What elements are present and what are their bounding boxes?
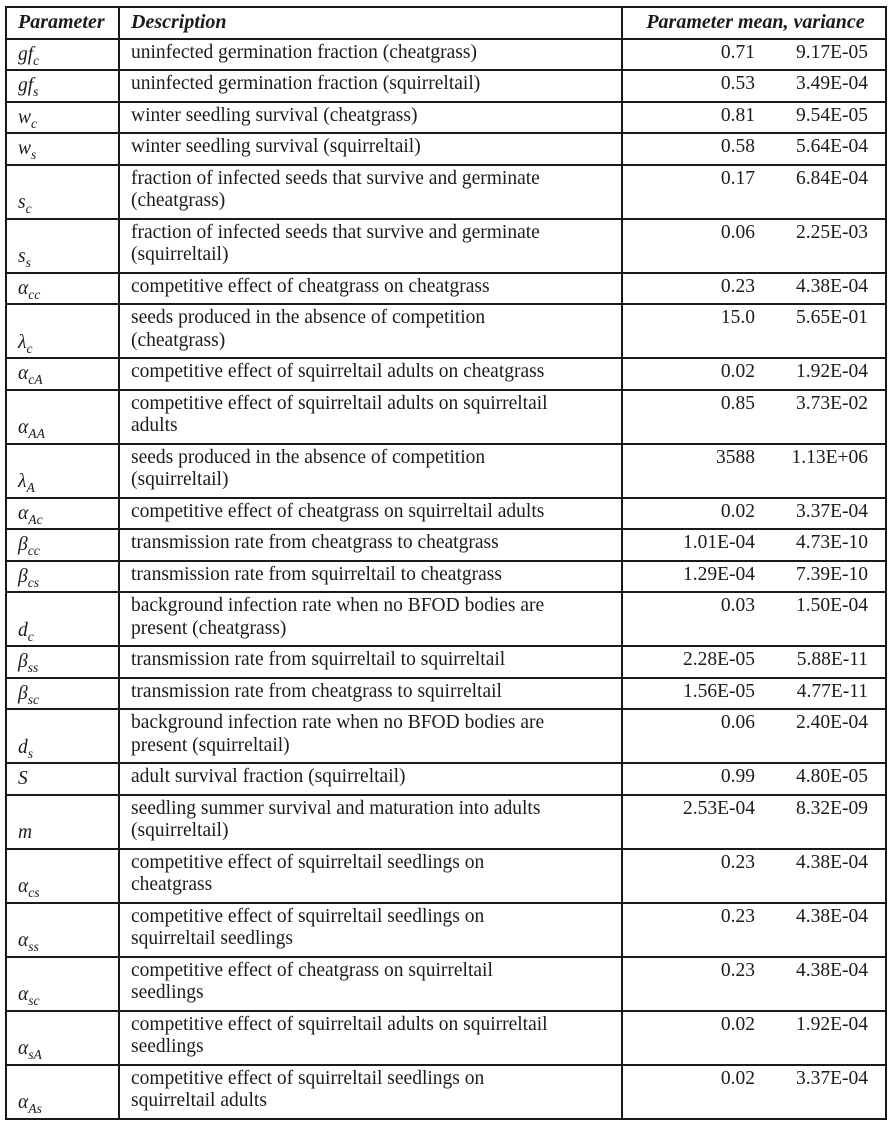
parameter-base: λ (18, 331, 27, 353)
parameter-symbol (6, 444, 119, 498)
parameter-variance: 2.25E-03 (768, 219, 886, 273)
parameter-description: uninfected germination fraction (cheatgrass) (119, 39, 622, 71)
parameter-mean: 0.53 (622, 70, 768, 102)
parameter-base: α (18, 363, 29, 384)
table-row (6, 529, 886, 561)
header-parameter: Parameter (6, 7, 119, 39)
parameter-symbol (6, 678, 119, 710)
parameter-variance: 4.80E-05 (768, 763, 886, 795)
parameter-variance: 1.50E-04 (768, 592, 886, 646)
parameter-base: s (18, 246, 26, 267)
parameter-subscript: c (27, 628, 34, 644)
table-row (6, 70, 886, 102)
parameter-base: α (18, 984, 29, 1005)
parameter-symbol (6, 849, 119, 903)
parameter-base: d (18, 736, 28, 758)
parameter-symbol (6, 903, 119, 957)
table-row (6, 219, 886, 273)
parameter-subscript: sc (28, 992, 40, 1008)
parameter-base: β (18, 651, 28, 672)
parameter-base: S (18, 768, 28, 789)
parameter-mean: 2.53E-04 (622, 795, 768, 849)
table-row (6, 358, 886, 390)
parameter-description: competitive effect of squirreltail adults on squirreltail seedlings (119, 1011, 622, 1065)
parameter-description: fraction of infected seeds that survive and germinate (cheatgrass) (119, 165, 622, 219)
parameter-symbol (6, 795, 119, 849)
parameter-symbol (6, 1011, 119, 1065)
table-row (6, 849, 886, 903)
parameter-symbol (6, 358, 119, 390)
parameter-variance: 4.77E-11 (768, 678, 886, 710)
table-row (6, 795, 886, 849)
parameter-description: competitive effect of squirreltail adults on squirreltail adults (119, 390, 622, 444)
parameter-mean: 0.99 (622, 763, 768, 795)
parameter-mean: 0.06 (622, 709, 768, 763)
parameter-variance: 5.65E-01 (768, 304, 886, 358)
parameter-variance: 6.84E-04 (768, 165, 886, 219)
parameter-symbol (6, 763, 119, 795)
parameter-mean: 0.71 (622, 39, 768, 71)
parameter-mean: 0.06 (622, 219, 768, 273)
parameter-variance: 4.38E-04 (768, 903, 886, 957)
table-row (6, 763, 886, 795)
parameter-base: β (18, 682, 28, 704)
parameter-variance: 1.13E+06 (768, 444, 886, 498)
parameter-description: transmission rate from squirreltail to squirreltail (119, 646, 622, 678)
parameter-base: w (18, 106, 32, 128)
parameter-table (5, 6, 887, 1120)
parameter-description: competitive effect of squirreltail adults on cheatgrass (119, 358, 622, 390)
table-body (6, 39, 886, 1119)
table-row (6, 39, 886, 71)
parameter-symbol (6, 709, 119, 763)
parameter-subscript: c (33, 52, 40, 68)
table-row (6, 592, 886, 646)
parameter-symbol (6, 304, 119, 358)
parameter-mean: 0.85 (622, 390, 768, 444)
parameter-variance: 9.17E-05 (768, 39, 886, 71)
parameter-symbol (6, 273, 119, 305)
parameter-symbol (6, 957, 119, 1011)
parameter-base: α (18, 1092, 29, 1113)
parameter-base: α (18, 277, 29, 299)
parameter-base: s (18, 192, 26, 213)
parameter-description: transmission rate from cheatgrass to cheatgrass (119, 529, 622, 561)
parameter-variance: 5.64E-04 (768, 133, 886, 165)
parameter-mean: 0.17 (622, 165, 768, 219)
parameter-description: competitive effect of cheatgrass on squirreltail seedlings (119, 957, 622, 1011)
parameter-subscript: cc (27, 542, 40, 558)
parameter-variance: 3.73E-02 (768, 390, 886, 444)
parameter-description: competitive effect of squirreltail seedlings on cheatgrass (119, 849, 622, 903)
header-mean-variance: Parameter mean, variance (622, 7, 886, 39)
parameter-base: w (18, 138, 32, 159)
table-row (6, 1011, 886, 1065)
table-row (6, 165, 886, 219)
parameter-variance: 3.37E-04 (768, 498, 886, 530)
parameter-mean: 0.03 (622, 592, 768, 646)
table-row (6, 1065, 886, 1119)
parameter-variance: 7.39E-10 (768, 561, 886, 593)
parameter-base: α (18, 1038, 29, 1059)
parameter-variance: 4.73E-10 (768, 529, 886, 561)
parameter-mean: 0.23 (622, 903, 768, 957)
parameter-mean: 0.02 (622, 1011, 768, 1065)
parameter-variance: 2.40E-04 (768, 709, 886, 763)
table-row (6, 390, 886, 444)
parameter-mean: 2.28E-05 (622, 646, 768, 678)
parameter-subscript: Ac (28, 511, 43, 527)
parameter-variance: 3.37E-04 (768, 1065, 886, 1119)
parameter-subscript: sA (28, 1046, 42, 1062)
parameter-mean: 15.0 (622, 304, 768, 358)
parameter-mean: 0.02 (622, 498, 768, 530)
parameter-symbol (6, 70, 119, 102)
table-row (6, 957, 886, 1011)
parameter-symbol (6, 219, 119, 273)
parameter-variance: 8.32E-09 (768, 795, 886, 849)
parameter-subscript: cs (27, 574, 40, 590)
parameter-subscript: ss (27, 659, 39, 675)
parameter-description: seedling summer survival and maturation into adults (squirreltail) (119, 795, 622, 849)
parameter-description: competitive effect of cheatgrass on cheatgrass (119, 273, 622, 305)
table-row (6, 273, 886, 305)
parameter-mean: 0.58 (622, 133, 768, 165)
table-row (6, 304, 886, 358)
parameter-description: transmission rate from cheatgrass to squirreltail (119, 678, 622, 710)
header-description: Description (119, 7, 622, 39)
parameter-subscript: s (25, 254, 31, 270)
parameter-base: α (18, 417, 29, 438)
parameter-subscript: c (25, 200, 32, 216)
parameter-mean: 0.23 (622, 849, 768, 903)
parameter-base: d (18, 619, 28, 641)
parameter-variance: 9.54E-05 (768, 102, 886, 134)
parameter-description: uninfected germination fraction (squirreltail) (119, 70, 622, 102)
parameter-variance: 4.38E-04 (768, 849, 886, 903)
parameter-symbol (6, 1065, 119, 1119)
table-row (6, 903, 886, 957)
parameter-variance: 1.92E-04 (768, 358, 886, 390)
parameter-base: gf (18, 75, 34, 96)
parameter-subscript: As (28, 1100, 42, 1116)
parameter-variance: 5.88E-11 (768, 646, 886, 678)
parameter-description: adult survival fraction (squirreltail) (119, 763, 622, 795)
parameter-subscript: cs (28, 884, 40, 900)
header-row (6, 7, 886, 39)
parameter-variance: 4.38E-04 (768, 273, 886, 305)
parameter-subscript: cA (28, 371, 43, 387)
parameter-base: β (18, 565, 28, 587)
parameter-subscript: sc (27, 691, 40, 707)
parameter-description: background infection rate when no BFOD bodies are present (squirreltail) (119, 709, 622, 763)
table-row (6, 498, 886, 530)
parameter-description: seeds produced in the absence of competition (cheatgrass) (119, 304, 622, 358)
table-row (6, 561, 886, 593)
parameter-subscript: cc (28, 286, 41, 302)
parameter-base: β (18, 534, 28, 555)
parameter-mean: 1.56E-05 (622, 678, 768, 710)
parameter-symbol (6, 646, 119, 678)
parameter-subscript: c (26, 340, 33, 356)
table-row (6, 102, 886, 134)
parameter-symbol (6, 498, 119, 530)
table-row (6, 444, 886, 498)
table-row (6, 678, 886, 710)
parameter-symbol (6, 390, 119, 444)
parameter-subscript: s (31, 146, 37, 162)
table-row (6, 133, 886, 165)
parameter-mean: 3588 (622, 444, 768, 498)
parameter-subscript: c (31, 115, 38, 131)
parameter-base: λ (18, 471, 27, 492)
parameter-base: gf (18, 43, 34, 65)
parameter-mean: 0.23 (622, 273, 768, 305)
parameter-mean: 0.81 (622, 102, 768, 134)
parameter-variance: 1.92E-04 (768, 1011, 886, 1065)
parameter-symbol (6, 102, 119, 134)
parameter-symbol (6, 39, 119, 71)
parameter-symbol (6, 133, 119, 165)
parameter-description: competitive effect of cheatgrass on squirreltail adults (119, 498, 622, 530)
parameter-symbol (6, 592, 119, 646)
parameter-description: winter seedling survival (squirreltail) (119, 133, 622, 165)
parameter-variance: 3.49E-04 (768, 70, 886, 102)
parameter-description: competitive effect of squirreltail seedlings on squirreltail seedlings (119, 903, 622, 957)
parameter-mean: 0.23 (622, 957, 768, 1011)
parameter-subscript: s (33, 83, 39, 99)
parameter-base: α (18, 502, 29, 524)
parameter-base: m (18, 822, 33, 843)
parameter-base: α (18, 876, 29, 897)
table-row (6, 709, 886, 763)
parameter-subscript: ss (28, 938, 39, 954)
parameter-mean: 1.29E-04 (622, 561, 768, 593)
parameter-description: competitive effect of squirreltail seedlings on squirreltail adults (119, 1065, 622, 1119)
parameter-description: seeds produced in the absence of competition (squirreltail) (119, 444, 622, 498)
parameter-subscript: AA (28, 425, 45, 441)
parameter-description: fraction of infected seeds that survive and germinate (squirreltail) (119, 219, 622, 273)
parameter-description: winter seedling survival (cheatgrass) (119, 102, 622, 134)
parameter-mean: 0.02 (622, 358, 768, 390)
parameter-mean: 0.02 (622, 1065, 768, 1119)
parameter-subscript: s (27, 745, 34, 761)
parameter-base: α (18, 930, 29, 951)
parameter-description: transmission rate from squirreltail to cheatgrass (119, 561, 622, 593)
parameter-symbol (6, 561, 119, 593)
parameter-mean: 1.01E-04 (622, 529, 768, 561)
parameter-variance: 4.38E-04 (768, 957, 886, 1011)
table-row (6, 646, 886, 678)
parameter-symbol (6, 529, 119, 561)
parameter-subscript: A (26, 479, 35, 495)
parameter-symbol (6, 165, 119, 219)
parameter-description: background infection rate when no BFOD bodies are present (cheatgrass) (119, 592, 622, 646)
